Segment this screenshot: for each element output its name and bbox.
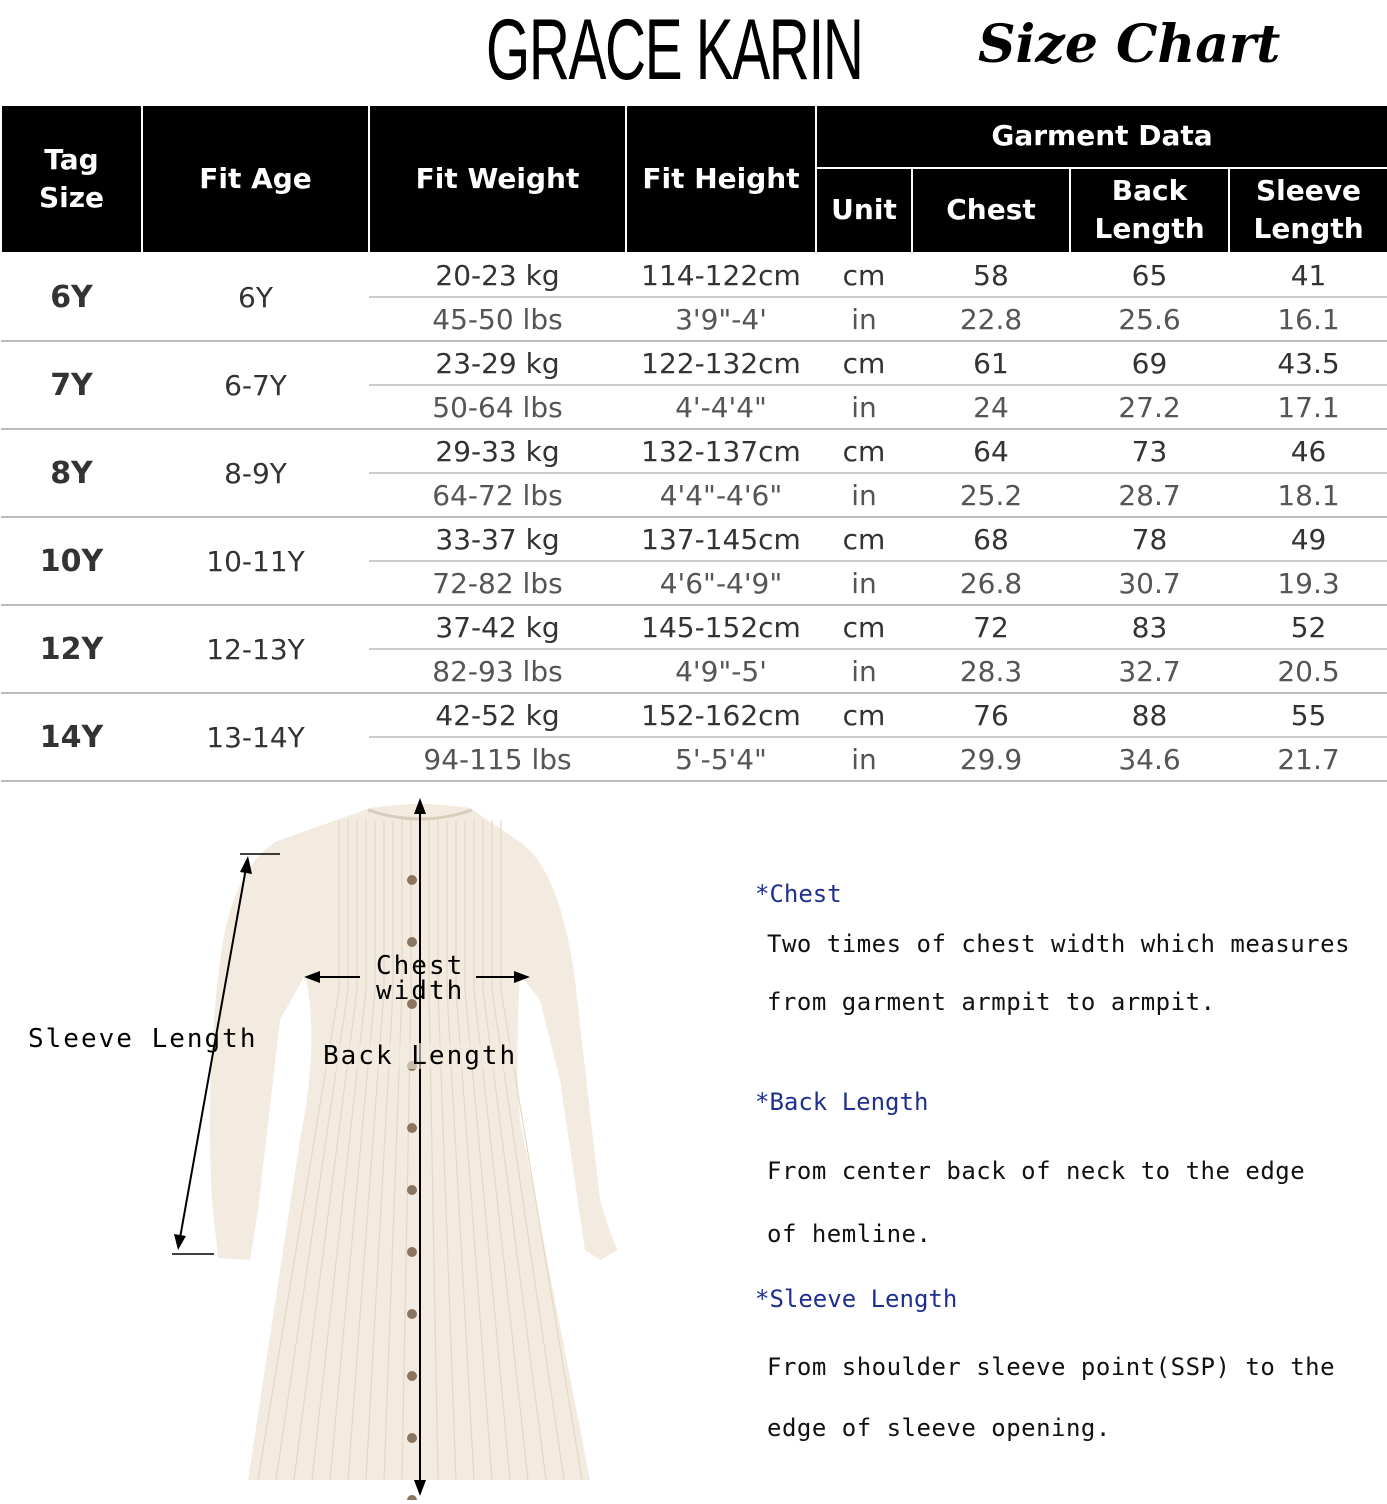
height-cm-cell: 122-132cm	[626, 341, 816, 385]
def-back-heading: *Back Length	[755, 1088, 929, 1116]
fit-age-cell: 6Y	[142, 253, 369, 341]
weight-cm-cell: 42-52 kg	[369, 693, 626, 737]
def-chest-line1: Two times of chest width which measures	[767, 930, 1351, 958]
header-garment-data: Garment Data	[816, 105, 1387, 168]
height-in-cell: 4'4"-4'6"	[626, 473, 816, 517]
sleeve-in-cell: 17.1	[1229, 385, 1387, 429]
fit-age-cell: 13-14Y	[142, 693, 369, 781]
dress-button	[407, 1123, 417, 1133]
height-in-cell: 3'9"-4'	[626, 297, 816, 341]
height-cm-cell: 145-152cm	[626, 605, 816, 649]
unit-in-cell: in	[816, 561, 912, 605]
chest-cm-cell: 72	[912, 605, 1070, 649]
table-row	[1, 693, 1387, 737]
sleeve-cm-cell: 41	[1229, 253, 1387, 297]
unit-in-cell: in	[816, 297, 912, 341]
sleeve-arrow-top	[240, 856, 252, 874]
table-row	[1, 253, 1387, 297]
back-in-cell: 34.6	[1070, 737, 1229, 781]
weight-cm-cell: 33-37 kg	[369, 517, 626, 561]
back-cm-cell: 69	[1070, 341, 1229, 385]
height-cm-cell: 114-122cm	[626, 253, 816, 297]
back-length-arrow-bottom	[414, 1480, 426, 1496]
dress-button	[407, 937, 417, 947]
chest-label-1: Chest	[376, 951, 465, 981]
weight-cm-cell: 23-29 kg	[369, 341, 626, 385]
back-cm-cell: 78	[1070, 517, 1229, 561]
back-cm-cell: 65	[1070, 253, 1229, 297]
header-fit-height: Fit Height	[626, 105, 816, 253]
chest-in-cell: 22.8	[912, 297, 1070, 341]
sleeve-cm-cell: 46	[1229, 429, 1387, 473]
weight-cm-cell: 20-23 kg	[369, 253, 626, 297]
fit-age-cell: 6-7Y	[142, 341, 369, 429]
def-chest-heading: *Chest	[755, 880, 842, 908]
dress-button	[407, 1371, 417, 1381]
chest-in-cell: 25.2	[912, 473, 1070, 517]
header-fit-age: Fit Age	[142, 105, 369, 253]
chest-cm-cell: 64	[912, 429, 1070, 473]
fit-age-cell: 8-9Y	[142, 429, 369, 517]
back-cm-cell: 73	[1070, 429, 1229, 473]
fit-age-cell: 12-13Y	[142, 605, 369, 693]
sleeve-in-cell: 20.5	[1229, 649, 1387, 693]
chest-label-2: width	[376, 976, 465, 1006]
sleeve-in-cell: 19.3	[1229, 561, 1387, 605]
height-in-cell: 4'9"-5'	[626, 649, 816, 693]
back-in-cell: 27.2	[1070, 385, 1229, 429]
unit-cm-cell: cm	[816, 605, 912, 649]
def-sleeve-line2: edge of sleeve opening.	[767, 1414, 1111, 1442]
back-in-cell: 25.6	[1070, 297, 1229, 341]
back-length-label: Back Length	[323, 1041, 518, 1071]
unit-in-cell: in	[816, 737, 912, 781]
weight-cm-cell: 37-42 kg	[369, 605, 626, 649]
def-back-line1: From center back of neck to the edge	[767, 1157, 1306, 1185]
table-body	[1, 253, 1387, 781]
sleeve-in-cell: 16.1	[1229, 297, 1387, 341]
weight-in-cell: 72-82 lbs	[369, 561, 626, 605]
height-cm-cell: 137-145cm	[626, 517, 816, 561]
sleeve-cm-cell: 55	[1229, 693, 1387, 737]
tag-size-cell: 7Y	[1, 341, 142, 429]
sleeve-length-label: Sleeve Length	[28, 1024, 258, 1054]
header-chest: Chest	[912, 168, 1070, 253]
dress-button	[407, 1185, 417, 1195]
dress-button	[407, 1309, 417, 1319]
tag-size-cell: 14Y	[1, 693, 142, 781]
sleeve-cm-cell: 49	[1229, 517, 1387, 561]
chest-in-cell: 26.8	[912, 561, 1070, 605]
unit-cm-cell: cm	[816, 517, 912, 561]
unit-cm-cell: cm	[816, 341, 912, 385]
dress-button	[407, 1495, 417, 1500]
sleeve-in-cell: 21.7	[1229, 737, 1387, 781]
weight-in-cell: 82-93 lbs	[369, 649, 626, 693]
header-tag-size: Tag Size	[1, 105, 142, 253]
sleeve-cm-cell: 52	[1229, 605, 1387, 649]
weight-in-cell: 50-64 lbs	[369, 385, 626, 429]
height-in-cell: 5'-5'4"	[626, 737, 816, 781]
table-row	[1, 517, 1387, 561]
fit-age-cell: 10-11Y	[142, 517, 369, 605]
unit-cm-cell: cm	[816, 253, 912, 297]
dress-illustration	[0, 780, 700, 1500]
back-cm-cell: 88	[1070, 693, 1229, 737]
unit-cm-cell: cm	[816, 693, 912, 737]
height-in-cell: 4'6"-4'9"	[626, 561, 816, 605]
dress-button	[407, 875, 417, 885]
weight-in-cell: 64-72 lbs	[369, 473, 626, 517]
sleeve-cm-cell: 43.5	[1229, 341, 1387, 385]
unit-in-cell: in	[816, 473, 912, 517]
weight-cm-cell: 29-33 kg	[369, 429, 626, 473]
def-sleeve-heading: *Sleeve Length	[755, 1285, 958, 1313]
back-in-cell: 30.7	[1070, 561, 1229, 605]
header-unit: Unit	[816, 168, 912, 253]
height-cm-cell: 132-137cm	[626, 429, 816, 473]
table-row	[1, 429, 1387, 473]
table-row	[1, 605, 1387, 649]
chart-title: Size Chart	[978, 14, 1281, 75]
unit-cm-cell: cm	[816, 429, 912, 473]
chest-cm-cell: 68	[912, 517, 1070, 561]
unit-in-cell: in	[816, 649, 912, 693]
sleeve-arrow-bottom	[174, 1234, 186, 1250]
height-in-cell: 4'-4'4"	[626, 385, 816, 429]
chest-cm-cell: 76	[912, 693, 1070, 737]
chest-in-cell: 28.3	[912, 649, 1070, 693]
tag-size-cell: 6Y	[1, 253, 142, 341]
sleeve-in-cell: 18.1	[1229, 473, 1387, 517]
def-sleeve-line1: From shoulder sleeve point(SSP) to the	[767, 1353, 1336, 1381]
brand-logo: GRACE KARIN	[486, 2, 863, 98]
def-chest-line2: from garment armpit to armpit.	[767, 988, 1216, 1016]
table-row	[1, 341, 1387, 385]
back-in-cell: 28.7	[1070, 473, 1229, 517]
size-chart-table	[0, 104, 1387, 782]
unit-in-cell: in	[816, 385, 912, 429]
header-fit-weight: Fit Weight	[369, 105, 626, 253]
dress-button	[407, 1247, 417, 1257]
chest-in-cell: 29.9	[912, 737, 1070, 781]
tag-size-cell: 12Y	[1, 605, 142, 693]
dress-button	[407, 1433, 417, 1443]
def-back-line2: of hemline.	[767, 1220, 932, 1248]
back-cm-cell: 83	[1070, 605, 1229, 649]
weight-in-cell: 45-50 lbs	[369, 297, 626, 341]
back-in-cell: 32.7	[1070, 649, 1229, 693]
dress-svg	[0, 780, 700, 1500]
chest-cm-cell: 61	[912, 341, 1070, 385]
chest-cm-cell: 58	[912, 253, 1070, 297]
header-sleeve-length: Sleeve Length	[1229, 168, 1387, 253]
chest-in-cell: 24	[912, 385, 1070, 429]
height-cm-cell: 152-162cm	[626, 693, 816, 737]
tag-size-cell: 10Y	[1, 517, 142, 605]
weight-in-cell: 94-115 lbs	[369, 737, 626, 781]
header-back-length: Back Length	[1070, 168, 1229, 253]
tag-size-cell: 8Y	[1, 429, 142, 517]
